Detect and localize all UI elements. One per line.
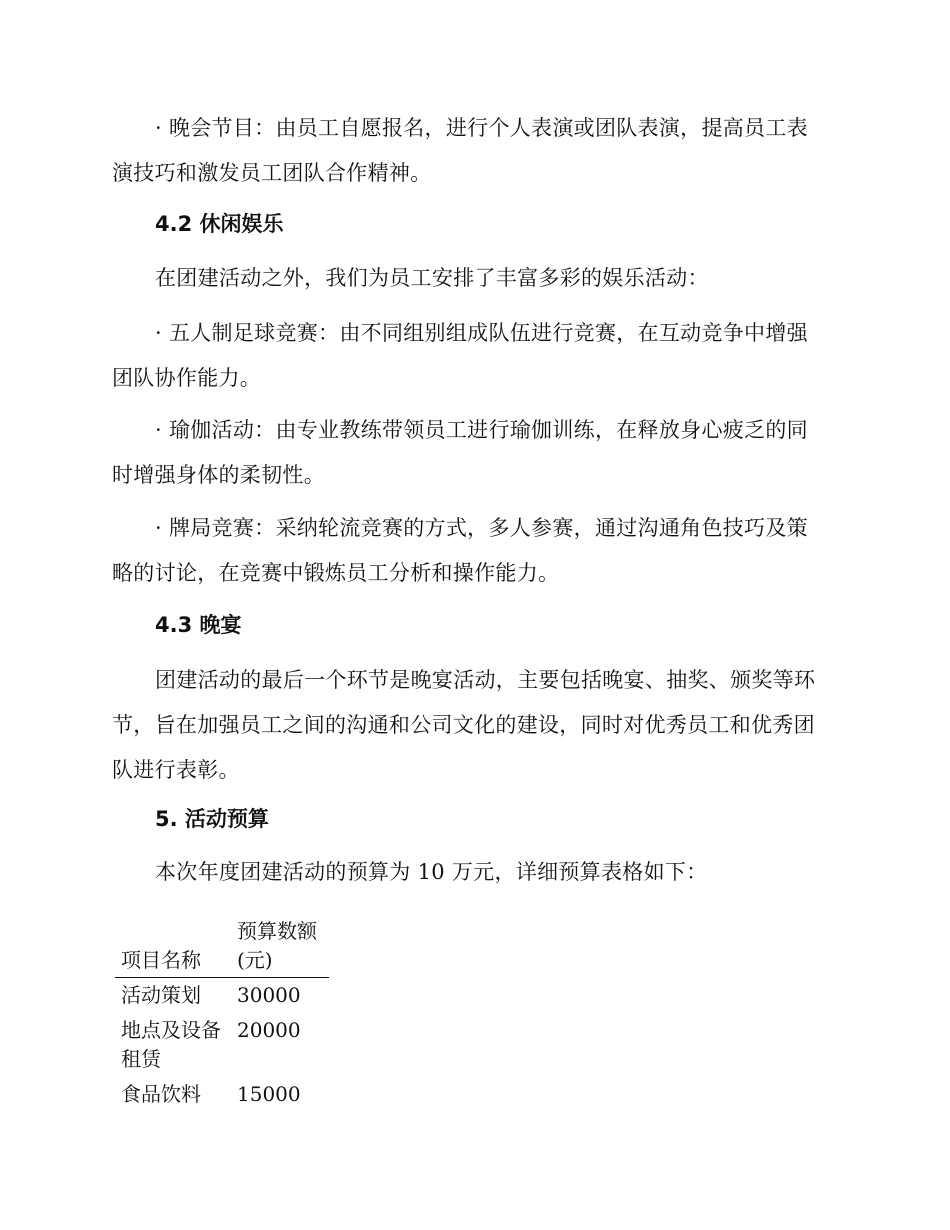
- heading-5-budget: 5. 活动预算: [155, 807, 269, 831]
- heading-4-2-leisure: 4.2 休闲娱乐: [155, 212, 284, 236]
- paragraph-leisure-intro: 在团建活动之外，我们为员工安排了丰富多彩的娱乐活动：: [155, 266, 709, 290]
- table-cell-amount: 20000: [237, 1018, 301, 1042]
- paragraph-budget-intro: 本次年度团建活动的预算为 10 万元，详细预算表格如下：: [155, 860, 708, 884]
- paragraph-evening-show: · 晚会节目：由员工自愿报名，进行个人表演或团队表演，提高员工表演技巧和激发员工团队合作精神。: [112, 116, 808, 185]
- table-row: [115, 1077, 329, 1112]
- paragraph-football: · 五人制足球竞赛：由不同组别组成队伍进行竞赛，在互动竞争中增强团队协作能力。: [112, 321, 808, 390]
- table-cell-amount: 30000: [237, 983, 301, 1007]
- table-cell-name: 地点及设备租赁: [121, 1018, 221, 1071]
- table-row: [115, 1013, 329, 1077]
- table-cell-amount: 15000: [237, 1082, 301, 1106]
- paragraph-yoga: · 瑜伽活动：由专业教练带领员工进行瑜伽训练，在释放身心疲乏的同时增强身体的柔韧性。: [112, 418, 808, 487]
- table-header-item-name: 项目名称: [115, 917, 231, 978]
- paragraph-card-game: · 牌局竞赛：采纳轮流竞赛的方式，多人参赛，通过沟通角色技巧及策略的讨论，在竞赛中锻炼员工分析和操作能力。: [112, 516, 808, 585]
- table-row: [115, 978, 329, 1014]
- heading-4-3-dinner: 4.3 晚宴: [155, 613, 242, 637]
- paragraph-dinner: 团建活动的最后一个环节是晚宴活动，主要包括晚宴、抽奖、颁奖等环节，旨在加强员工之间的沟通和公司文化的建设，同时对优秀员工和优秀团队进行表彰。: [112, 668, 816, 782]
- table-header-row: [115, 917, 329, 978]
- table-cell-name: 食品饮料: [121, 1082, 201, 1106]
- table-header-amount: 预算数额 (元): [231, 917, 329, 978]
- budget-table: [115, 917, 329, 1112]
- table-cell-name: 活动策划: [121, 983, 201, 1007]
